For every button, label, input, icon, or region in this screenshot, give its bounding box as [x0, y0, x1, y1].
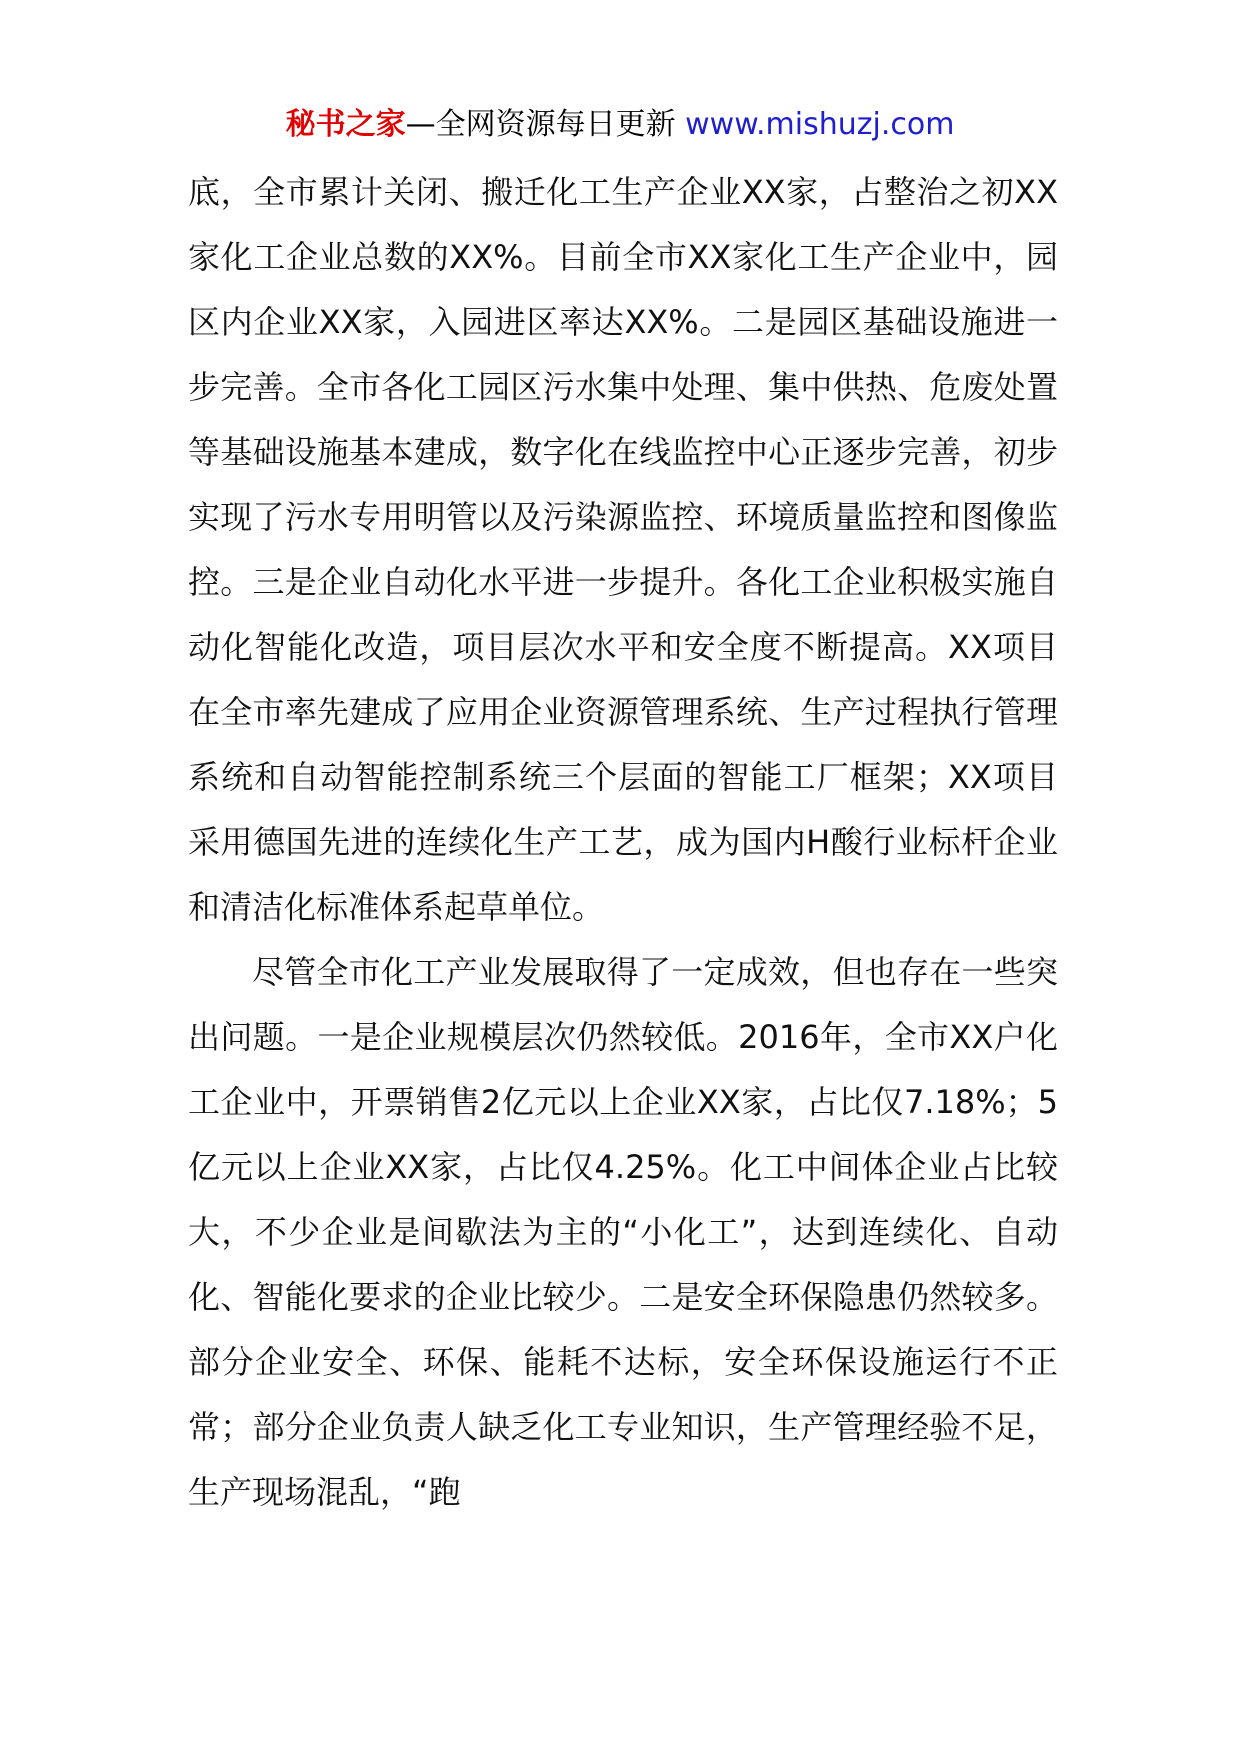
- paragraph-continued: 底，全市累计关闭、搬迁化工生产企业XX家，占整治之初XX家化工企业总数的XX%。目前全市XX家化工生产企业中，园区内企业XX家，入园进区率达XX%。二是园区基础设施进一步完善。全市各化工园区污水集中处理、集中供热、危废处置等基础设施基本建成，数字化在线监控中心正逐步完善，初步实现了污水专用明管以及污染源监控、环境质量监控和图像监控。三是企业自动化水平进一步提升。各化工企业积极实施自动化智能化改造，项目层次水平和安全度不断提高。XX项目在全市率先建成了应用企业资源管理系统、生产过程执行管理系统和自动智能控制系统三个层面的智能工厂框架；XX项目采用德国先进的连续化生产工艺，成为国内H酸行业标杆企业和清洁化标准体系起草单位。: [188, 173, 1058, 926]
- paragraph-problems: 尽管全市化工产业发展取得了一定成效，但也存在一些突出问题。一是企业规模层次仍然较低。2016年，全市XX户化工企业中，开票销售2亿元以上企业XX家，占比仅7.18%；5亿元以上企业XX家，占比仅4.25%。化工中间体企业占比较大，不少企业是间歇法为主的“小化工”，达到连续化、自动化、智能化要求的企业比较少。二是安全环保隐患仍然较多。部分企业安全、环保、能耗不达标，安全环保设施运行不正常；部分企业负责人缺乏化工专业知识，生产管理经验不足，生产现场混乱，“跑: [188, 953, 1058, 1511]
- site-brand: 秘书之家: [285, 107, 406, 142]
- site-slogan: —全网资源每日更新: [405, 107, 686, 142]
- document-body: [188, 160, 1058, 1525]
- page-header: [0, 98, 1240, 152]
- site-url-link[interactable]: www.mishuzj.com: [685, 107, 955, 142]
